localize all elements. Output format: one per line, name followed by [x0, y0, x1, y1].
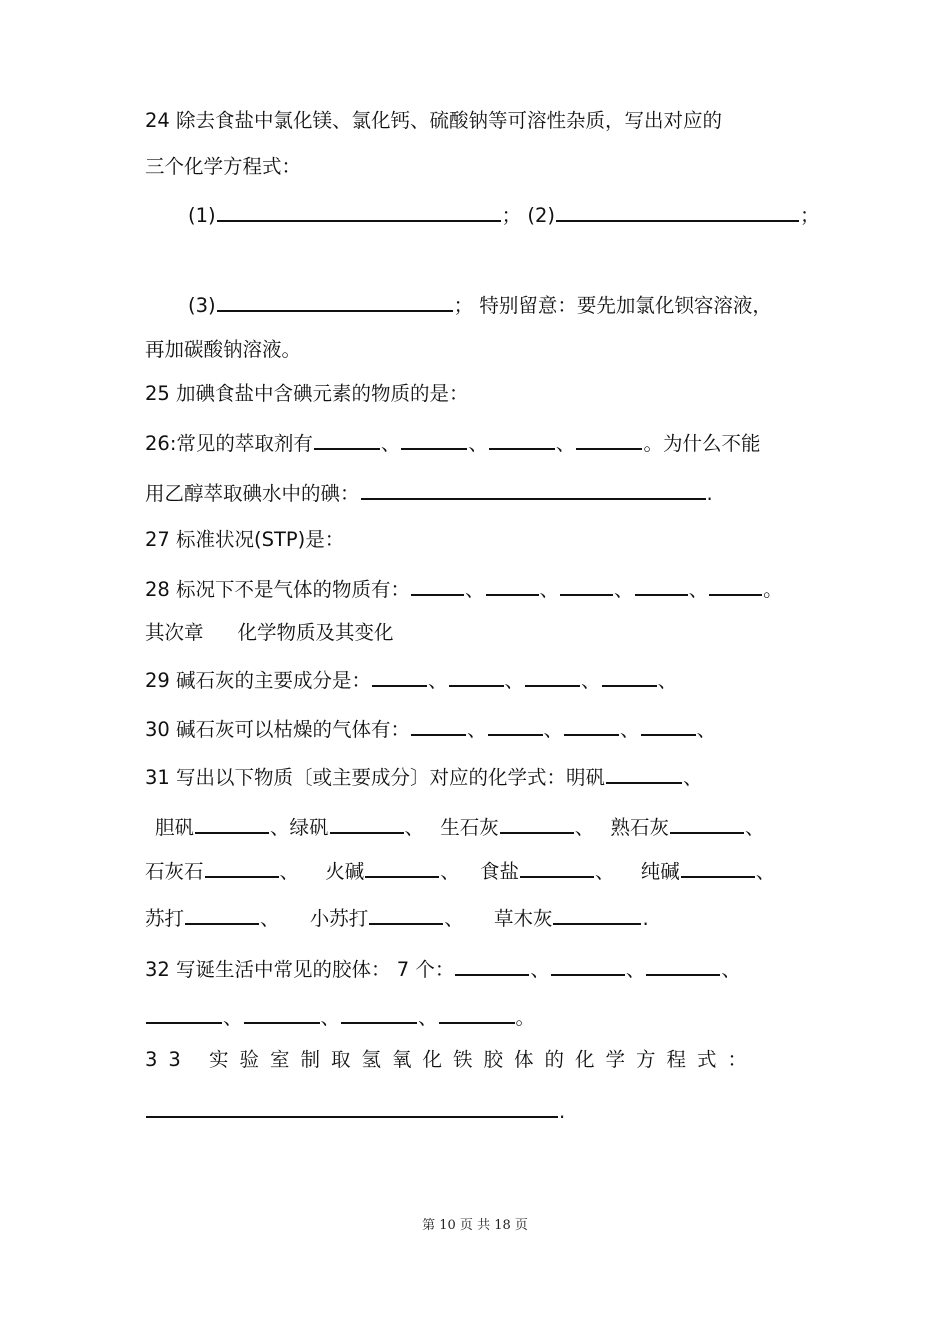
q24-label-3: (3): [188, 294, 216, 317]
q31-blank[interactable]: [670, 813, 744, 834]
q32-blank-6[interactable]: [341, 1003, 417, 1024]
q31-line4: [145, 904, 649, 932]
q24-blank-3[interactable]: [217, 291, 453, 312]
q24-line1: 24 除去食盐中氯化镁、氯化钙、硫酸钠等可溶性杂质，写出对应的: [145, 109, 723, 132]
q26-blank-5[interactable]: [361, 479, 706, 500]
q30-blank-2[interactable]: [488, 715, 543, 736]
q26-blank-1[interactable]: [314, 429, 380, 450]
q24-answers-row2: [188, 291, 772, 319]
q31-line3: [145, 857, 775, 885]
q32-blank-1[interactable]: [455, 955, 529, 976]
q33-blank[interactable]: [146, 1097, 558, 1118]
q31-item: 苏打: [145, 907, 185, 930]
q26-blank-4[interactable]: [576, 429, 642, 450]
q32-line2: [145, 1003, 535, 1031]
q31-item: 绿矾: [289, 816, 329, 839]
sep: 、: [539, 578, 560, 601]
q28-blank-3[interactable]: [560, 575, 613, 596]
q26-blank-2[interactable]: [401, 429, 467, 450]
sep: 、: [504, 669, 525, 692]
sep: 、: [270, 816, 290, 839]
sep: 、: [683, 766, 703, 789]
sep: 、: [581, 669, 601, 692]
sep: 、: [657, 669, 678, 692]
q31-blank[interactable]: [553, 904, 641, 925]
q28-blank-5[interactable]: [709, 575, 762, 596]
q27-text: 27 标准状况(STP)是：: [145, 528, 345, 551]
sep: 、: [620, 718, 640, 741]
sep: 、: [696, 718, 717, 741]
page-number-footer: 第 10 页 共 18 页: [422, 1218, 528, 1233]
sep: 、: [543, 718, 564, 741]
chapter-heading: [145, 620, 394, 646]
sep: 、: [614, 578, 634, 601]
q31-item: 纯碱: [640, 860, 680, 883]
q31-line2: [155, 813, 765, 841]
sep: 、: [418, 1006, 438, 1029]
q33-answer-line: [145, 1097, 565, 1125]
q28-end: 。: [763, 578, 783, 601]
q24-semicolon-2: ；: [799, 204, 820, 227]
q24-blank-2[interactable]: [556, 201, 799, 222]
q26-line2: [145, 479, 713, 507]
q24-note-line2: 再加碳酸钠溶液。: [145, 338, 302, 361]
q25-text: 25 加碘食盐中含碘元素的物质的是：: [145, 382, 469, 405]
sep: 、: [530, 958, 550, 981]
q31-prefix: 31 写出以下物质〔或主要成分〕对应的化学式：明矾: [145, 766, 606, 789]
q29-line: [145, 666, 677, 694]
q31-item: 胆矾: [155, 816, 195, 839]
q24-blank-1[interactable]: [217, 201, 501, 222]
q28-blank-1[interactable]: [411, 575, 464, 596]
q26-blank-3[interactable]: [489, 429, 555, 450]
sep: 、: [320, 1006, 341, 1029]
q24-label-2: (2): [527, 204, 555, 227]
q24-note: 特别留意：要先加氯化钡容溶液，: [479, 294, 772, 317]
q31-item: 生石灰: [440, 816, 499, 839]
q31-end: .: [642, 907, 649, 930]
q32-blank-5[interactable]: [244, 1003, 320, 1024]
sep: 、: [745, 816, 765, 839]
q33-text: 33 实验室制取氢氧化铁胶体的化学方程式：: [145, 1048, 759, 1071]
sep: 、: [428, 669, 448, 692]
q24-label-1: (1): [188, 204, 216, 227]
q31-item: 小苏打: [309, 907, 369, 930]
q32-blank-4[interactable]: [146, 1003, 222, 1024]
sep: 、: [404, 816, 425, 839]
q31-blank[interactable]: [330, 813, 404, 834]
sep: 、: [465, 578, 485, 601]
chapter-title: 其次章: [145, 621, 204, 644]
q29-blank-4[interactable]: [602, 666, 657, 687]
q28-blank-2[interactable]: [486, 575, 539, 596]
sep: 、: [444, 907, 464, 930]
sep: 、: [468, 432, 488, 455]
sep: 、: [380, 432, 401, 455]
q31-blank-mingfan[interactable]: [606, 763, 682, 784]
q30-blank-1[interactable]: [411, 715, 466, 736]
q28-blank-4[interactable]: [635, 575, 688, 596]
q30-blank-3[interactable]: [564, 715, 619, 736]
q32-blank-2[interactable]: [551, 955, 625, 976]
q31-item: 草木灰: [493, 907, 553, 930]
q31-blank[interactable]: [681, 857, 755, 878]
q26-suffix: 。为什么不能: [643, 432, 761, 455]
q29-prefix: 29 碱石灰的主要成分是：: [145, 669, 372, 692]
sep: 、: [440, 860, 460, 883]
q32-end: 。: [515, 1006, 536, 1029]
q28-prefix: 28 标况下不是气体的物质有：: [145, 578, 411, 601]
q31-line1: [145, 763, 703, 791]
q26-line2-text: 用乙醇萃取碘水中的碘：: [145, 482, 360, 505]
q29-blank-3[interactable]: [525, 666, 580, 687]
q31-item: 熟石灰: [610, 816, 670, 839]
q32-blank-7[interactable]: [439, 1003, 515, 1024]
q26-end: .: [706, 482, 713, 505]
q26-prefix: 26:常见的萃取剂有: [145, 432, 313, 455]
sep: 、: [574, 816, 595, 839]
chapter-name: 化学物质及其变化: [237, 621, 394, 644]
q30-prefix: 30 碱石灰可以枯燥的气体有：: [145, 718, 411, 741]
sep: 、: [555, 432, 576, 455]
q24-semicolon-3: ；: [453, 294, 474, 317]
sep: 、: [279, 860, 300, 883]
q26-line1: [145, 429, 760, 457]
q31-item: 石灰石: [145, 860, 204, 883]
q31-blank[interactable]: [500, 813, 574, 834]
q32-line1: [145, 955, 741, 983]
q32-prefix: 32 写诞生活中常见的胶体： 7 个：: [145, 958, 455, 981]
sep: 、: [594, 860, 615, 883]
q31-item: 食盐: [479, 860, 519, 883]
q24-line2: 三个化学方程式：: [145, 155, 302, 178]
q28-line: [145, 575, 783, 603]
q31-blank[interactable]: [365, 857, 439, 878]
q31-blank[interactable]: [185, 904, 259, 925]
sep: 、: [688, 578, 709, 601]
sep: 、: [755, 860, 776, 883]
q33-end: .: [559, 1100, 566, 1123]
q31-blank[interactable]: [195, 813, 269, 834]
q31-item: 火碱: [325, 860, 365, 883]
sep: 、: [223, 1006, 243, 1029]
q29-blank-1[interactable]: [372, 666, 427, 687]
q32-blank-3[interactable]: [646, 955, 720, 976]
q24-answers-row1: [188, 201, 819, 229]
q31-blank[interactable]: [205, 857, 279, 878]
q31-blank[interactable]: [369, 904, 443, 925]
q31-blank[interactable]: [520, 857, 594, 878]
sep: 、: [721, 958, 741, 981]
q30-blank-4[interactable]: [641, 715, 696, 736]
q24-semicolon-1: ；: [501, 204, 522, 227]
q30-line: [145, 715, 716, 743]
sep: 、: [467, 718, 487, 741]
sep: 、: [260, 907, 280, 930]
q29-blank-2[interactable]: [449, 666, 504, 687]
sep: 、: [625, 958, 646, 981]
